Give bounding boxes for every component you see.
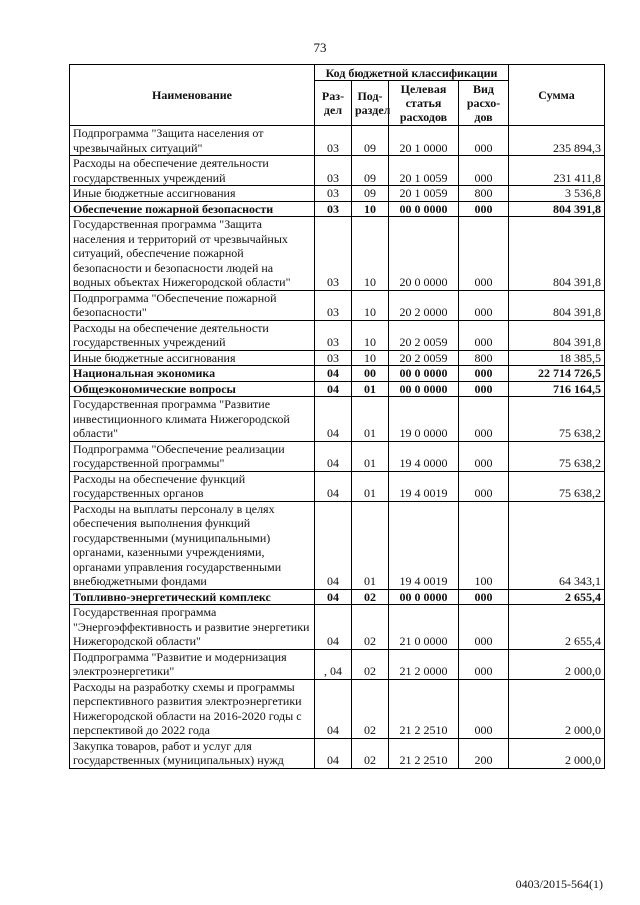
row-podrazdel: 02 [352, 679, 389, 738]
row-target-article: 20 1 0000 [389, 126, 459, 156]
row-podrazdel: 10 [352, 217, 389, 291]
row-razdel: 04 [315, 605, 352, 650]
row-razdel: 04 [315, 381, 352, 397]
row-razdel: 03 [315, 126, 352, 156]
row-podrazdel: 10 [352, 290, 389, 320]
row-podrazdel: 10 [352, 201, 389, 217]
row-target-article: 20 2 0000 [389, 290, 459, 320]
row-name: Расходы на разработку схемы и программы перспективного развития электроэнергетики Нижегородской области на 2016-2020 годы с перспективой до 2022 года [70, 679, 315, 738]
table-row [70, 679, 605, 738]
row-expense-type: 000 [459, 201, 509, 217]
row-expense-type: 000 [459, 320, 509, 350]
row-target-article: 20 0 0000 [389, 217, 459, 291]
row-razdel: 03 [315, 217, 352, 291]
row-sum: 18 385,5 [509, 350, 605, 366]
table-row [70, 649, 605, 679]
table-row [70, 589, 605, 605]
row-podrazdel: 02 [352, 649, 389, 679]
table-row [70, 217, 605, 291]
row-target-article: 00 0 0000 [389, 366, 459, 382]
row-razdel: 04 [315, 589, 352, 605]
header-expense-type: Вид расхо-дов [459, 81, 509, 126]
row-name: Расходы на обеспечение деятельности государственных учреждений [70, 320, 315, 350]
header-sum: Сумма [509, 65, 605, 126]
row-podrazdel: 02 [352, 589, 389, 605]
row-sum: 716 164,5 [509, 381, 605, 397]
row-sum: 2 655,4 [509, 589, 605, 605]
row-podrazdel: 01 [352, 441, 389, 471]
row-target-article: 19 4 0019 [389, 501, 459, 589]
table-row [70, 366, 605, 382]
row-sum: 75 638,2 [509, 441, 605, 471]
row-expense-type: 000 [459, 217, 509, 291]
row-name: Иные бюджетные ассигнования [70, 350, 315, 366]
row-sum: 231 411,8 [509, 156, 605, 186]
row-podrazdel: 02 [352, 738, 389, 768]
row-target-article: 00 0 0000 [389, 589, 459, 605]
row-expense-type: 000 [459, 126, 509, 156]
row-sum: 235 894,3 [509, 126, 605, 156]
header-razdel: Раз-дел [315, 81, 352, 126]
row-target-article: 19 4 0019 [389, 471, 459, 501]
row-razdel: 03 [315, 320, 352, 350]
row-razdel: 03 [315, 350, 352, 366]
row-sum: 2 655,4 [509, 605, 605, 650]
row-razdel: 04 [315, 501, 352, 589]
row-name: Подпрограмма "Обеспечение реализации государственной программы" [70, 441, 315, 471]
table-row [70, 320, 605, 350]
row-name: Закупка товаров, работ и услуг для государственных (муниципальных) нужд [70, 738, 315, 768]
row-name: Обеспечение пожарной безопасности [70, 201, 315, 217]
row-target-article: 00 0 0000 [389, 201, 459, 217]
row-expense-type: 000 [459, 381, 509, 397]
table-row [70, 126, 605, 156]
row-name: Подпрограмма "Развитие и модернизация электроэнергетики" [70, 649, 315, 679]
row-sum: 2 000,0 [509, 679, 605, 738]
row-expense-type: 000 [459, 366, 509, 382]
row-sum: 804 391,8 [509, 320, 605, 350]
row-podrazdel: 01 [352, 501, 389, 589]
row-expense-type: 000 [459, 156, 509, 186]
row-expense-type: 000 [459, 589, 509, 605]
row-name: Государственная программа "Энергоэффективность и развитие энергетики Нижегородской области" [70, 605, 315, 650]
row-target-article: 21 2 2510 [389, 679, 459, 738]
row-razdel: 03 [315, 290, 352, 320]
row-expense-type: 000 [459, 397, 509, 442]
row-expense-type: 800 [459, 350, 509, 366]
row-sum: 804 391,8 [509, 217, 605, 291]
row-expense-type: 000 [459, 471, 509, 501]
row-razdel: 04 [315, 471, 352, 501]
row-podrazdel: 10 [352, 320, 389, 350]
row-expense-type: 000 [459, 649, 509, 679]
table-row [70, 738, 605, 768]
row-expense-type: 000 [459, 679, 509, 738]
row-name: Государственная программа "Развитие инвестиционного климата Нижегородской области" [70, 397, 315, 442]
row-podrazdel: 09 [352, 186, 389, 202]
row-target-article: 21 0 0000 [389, 605, 459, 650]
row-razdel: 04 [315, 738, 352, 768]
row-name: Общеэкономические вопросы [70, 381, 315, 397]
row-podrazdel: 01 [352, 397, 389, 442]
row-podrazdel: 02 [352, 605, 389, 650]
row-target-article: 20 1 0059 [389, 156, 459, 186]
row-podrazdel: 01 [352, 471, 389, 501]
row-expense-type: 200 [459, 738, 509, 768]
header-target-article: Целевая статья расходов [389, 81, 459, 126]
row-sum: 804 391,8 [509, 290, 605, 320]
row-name: Подпрограмма "Обеспечение пожарной безопасности" [70, 290, 315, 320]
table-row [70, 501, 605, 589]
row-razdel: 03 [315, 156, 352, 186]
table-row [70, 397, 605, 442]
table-row [70, 350, 605, 366]
row-sum: 3 536,8 [509, 186, 605, 202]
row-name: Национальная экономика [70, 366, 315, 382]
row-name: Расходы на выплаты персоналу в целях обеспечения выполнения функций государственными (муниципальными) органами, казенными учреждениями, органами управления государственными внебюджетными фондами [70, 501, 315, 589]
row-name: Топливно-энергетический комплекс [70, 589, 315, 605]
row-expense-type: 000 [459, 441, 509, 471]
row-razdel: 03 [315, 201, 352, 217]
row-expense-type: 000 [459, 290, 509, 320]
table-row [70, 201, 605, 217]
page-number: 73 [313, 40, 327, 55]
row-razdel: 04 [315, 366, 352, 382]
row-target-article: 19 0 0000 [389, 397, 459, 442]
row-sum: 804 391,8 [509, 201, 605, 217]
row-razdel: 04 [315, 441, 352, 471]
row-target-article: 21 2 2510 [389, 738, 459, 768]
row-razdel: , 04 [315, 649, 352, 679]
document-code: 0403/2015-564(1) [515, 877, 603, 891]
row-expense-type: 800 [459, 186, 509, 202]
table-row [70, 290, 605, 320]
row-expense-type: 000 [459, 605, 509, 650]
row-target-article: 00 0 0000 [389, 381, 459, 397]
row-razdel: 04 [315, 679, 352, 738]
row-podrazdel: 01 [352, 381, 389, 397]
table-row [70, 441, 605, 471]
header-podrazdel: Под-раздел [352, 81, 389, 126]
row-sum: 2 000,0 [509, 649, 605, 679]
table-row [70, 605, 605, 650]
row-sum: 64 343,1 [509, 501, 605, 589]
table-row [70, 471, 605, 501]
row-name: Государственная программа "Защита населения и территорий от чрезвычайных ситуаций, обеспечение пожарной безопасности и безопасности людей на водных объектах Нижегородской области" [70, 217, 315, 291]
table-row [70, 381, 605, 397]
row-expense-type: 100 [459, 501, 509, 589]
row-podrazdel: 09 [352, 156, 389, 186]
header-name: Наименование [70, 65, 315, 126]
row-target-article: 19 4 0000 [389, 441, 459, 471]
table-body [70, 126, 605, 769]
row-podrazdel: 10 [352, 350, 389, 366]
row-name: Расходы на обеспечение деятельности государственных учреждений [70, 156, 315, 186]
row-target-article: 20 2 0059 [389, 350, 459, 366]
row-target-article: 21 2 0000 [389, 649, 459, 679]
row-sum: 2 000,0 [509, 738, 605, 768]
row-razdel: 03 [315, 186, 352, 202]
table-row [70, 186, 605, 202]
row-sum: 75 638,2 [509, 397, 605, 442]
row-name: Расходы на обеспечение функций государственных органов [70, 471, 315, 501]
table-row [70, 156, 605, 186]
row-sum: 22 714 726,5 [509, 366, 605, 382]
row-razdel: 04 [315, 397, 352, 442]
row-sum: 75 638,2 [509, 471, 605, 501]
budget-table [69, 64, 605, 769]
row-target-article: 20 1 0059 [389, 186, 459, 202]
row-name: Иные бюджетные ассигнования [70, 186, 315, 202]
row-name: Подпрограмма "Защита населения от чрезвычайных ситуаций" [70, 126, 315, 156]
row-podrazdel: 09 [352, 126, 389, 156]
header-classification-group: Код бюджетной классификации [315, 65, 509, 81]
row-podrazdel: 00 [352, 366, 389, 382]
row-target-article: 20 2 0059 [389, 320, 459, 350]
